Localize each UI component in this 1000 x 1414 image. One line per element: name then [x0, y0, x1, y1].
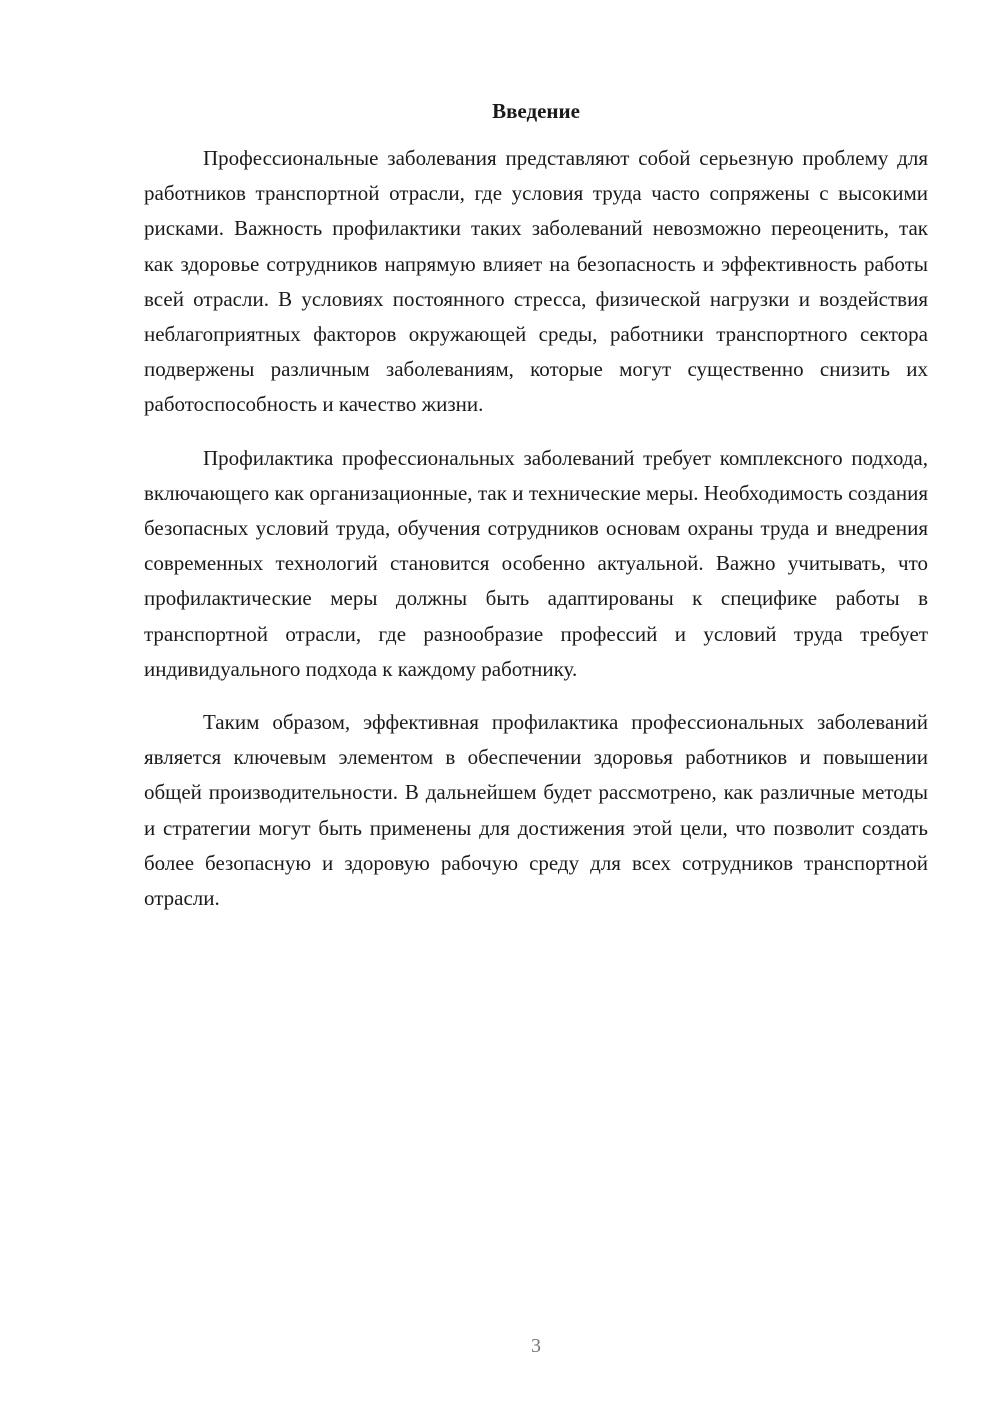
paragraph-3: Таким образом, эффективная профилактика профессиональных заболеваний является ключевым элементом в обеспечении здоровья работников и повышении общей производительности. В дальнейшем будет рассмотрено, как различные методы и стратегии могут быть применены для достижения этой цели, что позволит создать более безопасную и здоровую рабочую среду для всех сотрудников транспортной отрасли. — [144, 710, 928, 911]
paragraph-1: Профессиональные заболевания представляют собой серьезную проблему для работников транспортной отрасли, где условия труда часто сопряжены с высокими рисками. Важность профилактики таких заболеваний невозможно переоценить, так как здоровье сотрудников напрямую влияет на безопасность и эффективность работы всей отрасли. В условиях постоянного стресса, физической нагрузки и воздействия неблагоприятных факторов окружающей среды, работники транспортного сектора подвержены различным заболеваниям, которые могут существенно снизить их работоспособность и качество жизни. — [144, 146, 928, 417]
section-heading: Введение — [492, 99, 580, 123]
paragraph-2: Профилактика профессиональных заболеваний требует комплексного подхода, включающего как организационные, так и технические меры. Необходимость создания безопасных условий труда, обучения сотрудников основам охраны труда и внедрения современных технологий становится особенно актуальной. Важно учитывать, что профилактические меры должны быть адаптированы к специфике работы в транспортной отрасли, где разнообразие профессий и условий труда требует индивидуального подхода к каждому работнику. — [144, 445, 928, 681]
page-number: 3 — [531, 1335, 541, 1357]
body-text — [144, 141, 928, 934]
